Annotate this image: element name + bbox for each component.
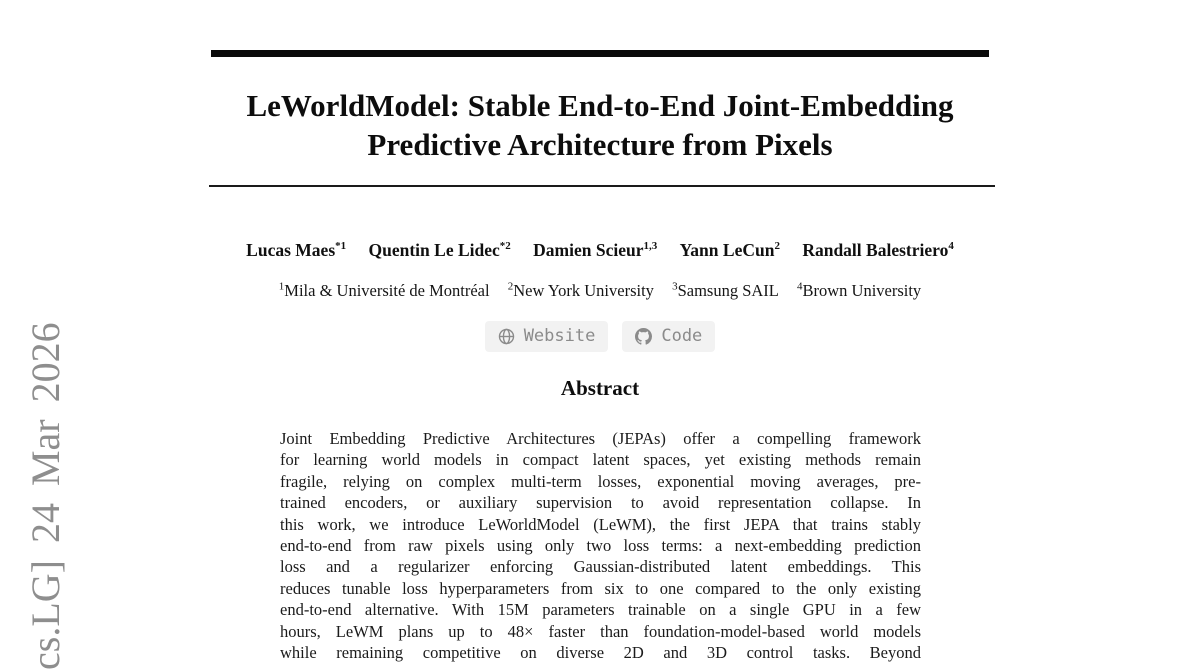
- author-4-name: Yann LeCun: [679, 240, 775, 260]
- paper-title: [205, 86, 995, 164]
- affiliation-4-sup: 4: [796, 280, 803, 292]
- top-rule: [211, 50, 989, 57]
- links-row: [0, 321, 1200, 352]
- abstract-line: trained encoders, or auxiliary supervision to avoid representation collapse. In: [280, 493, 921, 513]
- author-3: [533, 240, 657, 260]
- authors-line: [0, 240, 1200, 261]
- affiliation-3: [672, 281, 779, 300]
- affiliation-3-sup: 3: [672, 280, 678, 292]
- globe-icon: [498, 328, 515, 345]
- author-2-sup: *2: [499, 240, 511, 253]
- author-5-name: Randall Balestriero: [802, 240, 949, 260]
- affiliation-2-name: New York University: [513, 280, 654, 300]
- abstract-line: loss and a regularizer enforcing Gaussian-distributed latent embeddings. This: [280, 557, 921, 577]
- affiliations-line: [0, 280, 1200, 301]
- affiliation-1-sup: 1: [278, 280, 285, 292]
- author-4-sup: 2: [774, 240, 780, 253]
- author-2: [369, 240, 511, 260]
- affiliation-4: [797, 281, 921, 300]
- title-rule: [209, 185, 995, 187]
- github-icon: [635, 328, 652, 345]
- abstract-line: while remaining competitive on diverse 2D and 3D control tasks. Beyond: [280, 642, 921, 662]
- affiliation-4-name: Brown University: [802, 280, 922, 300]
- abstract-line: end-to-end alternative. With 15M parameters trainable on a single GPU in a few: [280, 600, 921, 620]
- author-1: [246, 240, 346, 260]
- website-button[interactable]: [485, 321, 609, 352]
- author-3-name: Damien Scieur: [533, 240, 644, 260]
- author-4: [680, 240, 780, 260]
- affiliation-1-name: Mila & Université de Montréal: [284, 280, 490, 300]
- website-button-label: Website: [523, 326, 596, 346]
- abstract-body: [280, 428, 921, 663]
- author-1-sup: *1: [335, 240, 347, 253]
- abstract-line: fragile, relying on complex multi-term losses, exponential moving averages, pre-: [280, 471, 921, 491]
- affiliation-3-name: Samsung SAIL: [677, 280, 779, 300]
- affiliation-2: [508, 281, 654, 300]
- affiliation-1: [279, 281, 490, 300]
- code-button[interactable]: [622, 321, 715, 352]
- abstract-line: Joint Embedding Predictive Architectures (JEPAs) offer a compelling framework: [280, 429, 921, 448]
- abstract-line: this work, we introduce LeWorldModel (LeWM), the first JEPA that trains stably: [280, 514, 921, 534]
- author-3-sup: 1,3: [643, 240, 658, 253]
- affiliation-2-sup: 2: [507, 280, 514, 292]
- abstract-line: for learning world models in compact latent spaces, yet existing methods remain: [280, 450, 921, 470]
- abstract-line: hours, LeWM plans up to 48× faster than foundation-model-based world models: [280, 621, 921, 641]
- author-1-name: Lucas Maes: [246, 240, 336, 260]
- paper-title-line2: Predictive Architecture from Pixels: [367, 127, 833, 162]
- paper-title-line1: LeWorldModel: Stable End-to-End Joint-Embedding: [246, 88, 954, 123]
- arxiv-stamp: cs.LG] 24 Mar 2026: [23, 322, 68, 670]
- author-5-sup: 4: [948, 240, 954, 253]
- code-button-label: Code: [661, 326, 703, 346]
- abstract-line: end-to-end from raw pixels using only two loss terms: a next-embedding prediction: [280, 535, 921, 555]
- abstract-line: reduces tunable loss hyperparameters from six to one compared to the only existing: [280, 578, 921, 598]
- author-5: [802, 240, 954, 260]
- author-2-name: Quentin Le Lidec: [368, 240, 500, 260]
- abstract-heading: Abstract: [560, 376, 640, 400]
